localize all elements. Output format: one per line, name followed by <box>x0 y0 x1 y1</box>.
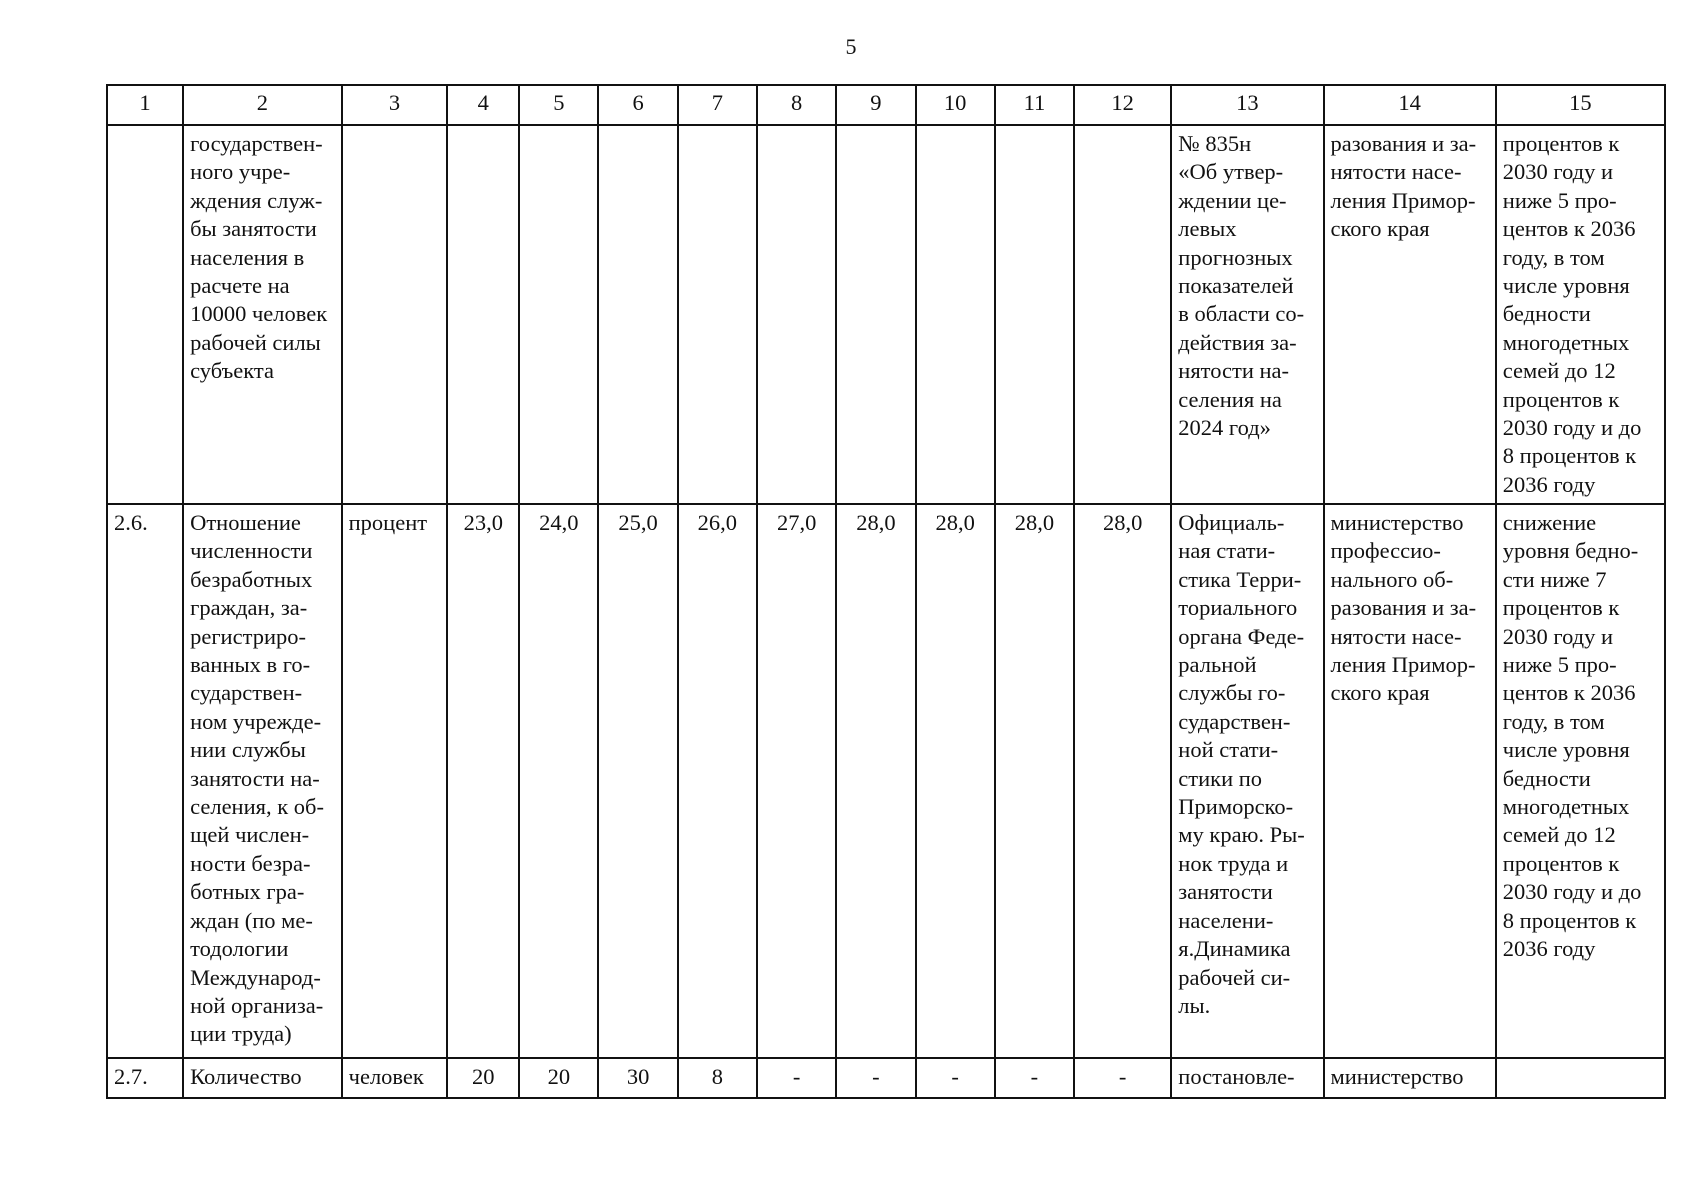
goal-cell: снижение уровня бедно- сти ниже 7 процентов к 2030 году и ниже 5 про- центов к 2036 году, в том числе уровня бедности многодетных семей до 12 процентов к 2030 году и до 8 процентов к 2036 году <box>1496 504 1665 1058</box>
header-cell: 12 <box>1074 85 1171 125</box>
row-number-cell: 2.7. <box>107 1058 183 1098</box>
table-row <box>107 1058 1665 1098</box>
value-cell <box>757 125 836 504</box>
value-cell: - <box>995 1058 1074 1098</box>
value-cell <box>678 125 757 504</box>
table-row <box>107 504 1665 1058</box>
value-cell: 26,0 <box>678 504 757 1058</box>
value-cell <box>995 125 1074 504</box>
value-cell: - <box>1074 1058 1171 1098</box>
value-cell: 27,0 <box>757 504 836 1058</box>
responsible-cell: министерство профессио- нального об- разования и за- нятости насе- ления Примор- ского края <box>1324 504 1496 1058</box>
indicator-name-cell: Отношение численности безработных граждан, за- регистриро- ванных в го- сударствен- ном учрежде- нии службы занятости на- селения, к об- щей числен- ности безра- ботных гра- ждан (по ме- тодологии Международ- ной организа- ции труда) <box>183 504 342 1058</box>
value-cell <box>836 125 915 504</box>
header-cell: 4 <box>447 85 519 125</box>
value-cell: - <box>757 1058 836 1098</box>
source-cell: постановле- <box>1171 1058 1323 1098</box>
value-cell: 28,0 <box>995 504 1074 1058</box>
value-cell <box>916 125 995 504</box>
header-cell: 8 <box>757 85 836 125</box>
value-cell: - <box>916 1058 995 1098</box>
value-cell: 28,0 <box>1074 504 1171 1058</box>
value-cell: 23,0 <box>447 504 519 1058</box>
header-cell: 7 <box>678 85 757 125</box>
responsible-cell: министерство <box>1324 1058 1496 1098</box>
value-cell <box>598 125 677 504</box>
header-cell: 3 <box>342 85 448 125</box>
header-cell: 9 <box>836 85 915 125</box>
header-cell: 10 <box>916 85 995 125</box>
header-cell: 13 <box>1171 85 1323 125</box>
unit-cell <box>342 125 448 504</box>
row-number-cell <box>107 125 183 504</box>
table-row <box>107 125 1665 504</box>
unit-cell: процент <box>342 504 448 1058</box>
value-cell <box>519 125 598 504</box>
value-cell <box>447 125 519 504</box>
header-cell: 6 <box>598 85 677 125</box>
value-cell: 25,0 <box>598 504 677 1058</box>
indicators-table <box>106 84 1666 1099</box>
value-cell: 20 <box>519 1058 598 1098</box>
header-cell: 5 <box>519 85 598 125</box>
header-cell: 2 <box>183 85 342 125</box>
source-cell: Официаль- ная стати- стика Терри- ториального органа Феде- ральной службы го- сударствен- ной стати- стики по Приморско- му краю. Ры- нок труда и занятости населени- я.Динамика рабочей си- лы. <box>1171 504 1323 1058</box>
value-cell: 20 <box>447 1058 519 1098</box>
unit-cell: человек <box>342 1058 448 1098</box>
goal-cell: процентов к 2030 году и ниже 5 про- центов к 2036 году, в том числе уровня бедности многодетных семей до 12 процентов к 2030 году и до 8 процентов к 2036 году <box>1496 125 1665 504</box>
indicator-name-cell: Количество <box>183 1058 342 1098</box>
value-cell: - <box>836 1058 915 1098</box>
value-cell: 30 <box>598 1058 677 1098</box>
value-cell: 24,0 <box>519 504 598 1058</box>
header-cell: 15 <box>1496 85 1665 125</box>
indicator-name-cell: государствен- ного учре- ждения служ- бы занятости населения в расчете на 10000 человек рабочей силы субъекта <box>183 125 342 504</box>
source-cell: № 835н «Об утвер- ждении це- левых прогнозных показателей в области со- действия за- нятости на- селения на 2024 год» <box>1171 125 1323 504</box>
responsible-cell: разования и за- нятости насе- ления Примор- ского края <box>1324 125 1496 504</box>
header-cell: 14 <box>1324 85 1496 125</box>
goal-cell <box>1496 1058 1665 1098</box>
header-cell: 1 <box>107 85 183 125</box>
header-cell: 11 <box>995 85 1074 125</box>
value-cell: 8 <box>678 1058 757 1098</box>
value-cell: 28,0 <box>836 504 915 1058</box>
header-row <box>107 85 1665 125</box>
value-cell: 28,0 <box>916 504 995 1058</box>
page-number: 5 <box>845 34 857 59</box>
value-cell <box>1074 125 1171 504</box>
row-number-cell: 2.6. <box>107 504 183 1058</box>
